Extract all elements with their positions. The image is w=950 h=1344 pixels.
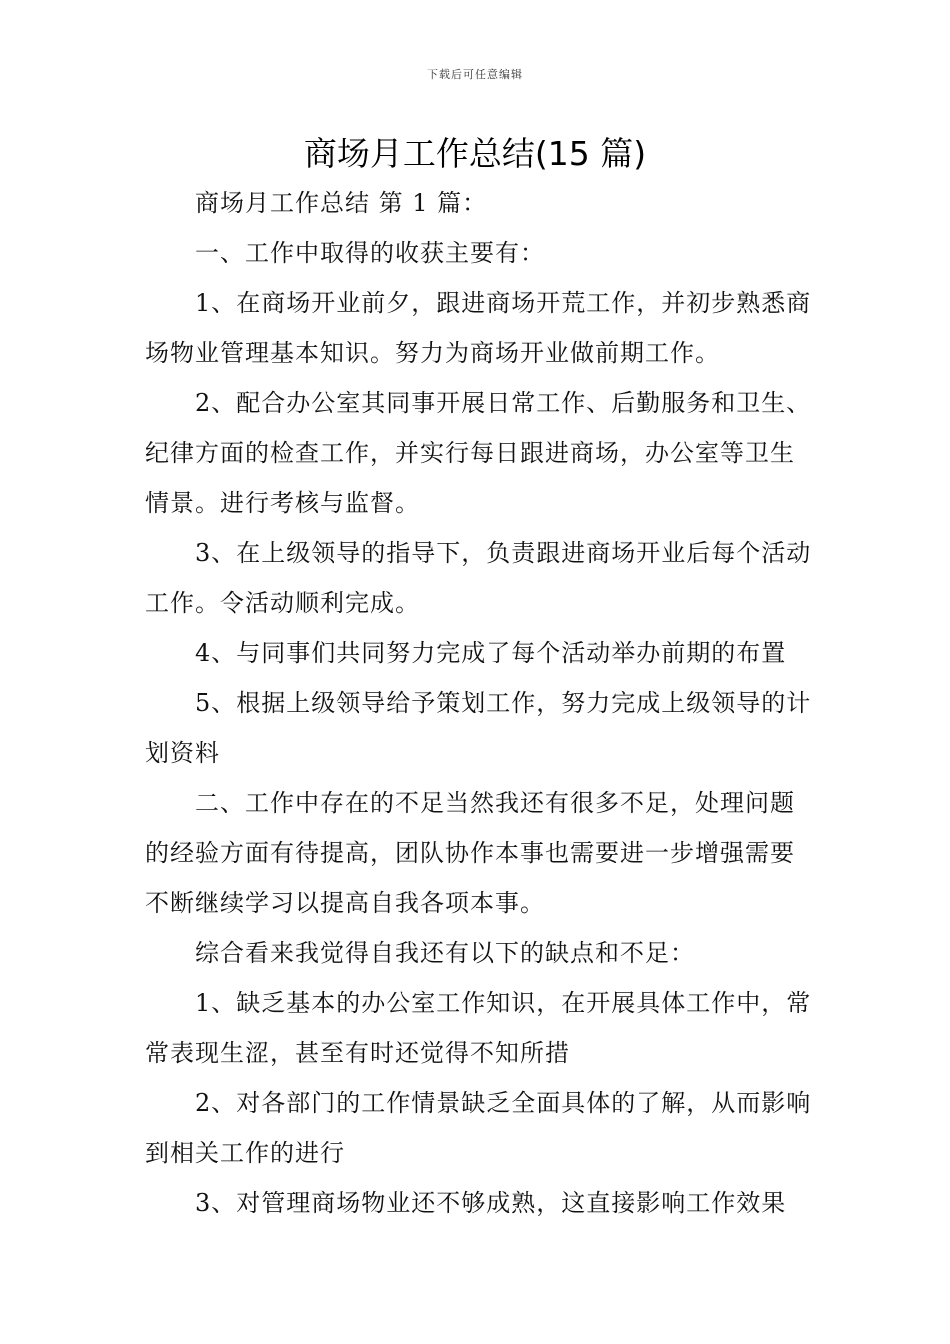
paragraph: 1、缺乏基本的办公室工作知识，在开展具体工作中，常常表现生涩，甚至有时还觉得不知所措 [145, 989, 812, 1067]
paragraph: 商场月工作总结 第 1 篇： [195, 189, 488, 217]
paragraph: 5、根据上级领导给予策划工作，努力完成上级领导的计划资料 [145, 689, 812, 767]
paragraph: 4、与同事们共同努力完成了每个活动举办前期的布置 [195, 639, 787, 667]
document-title: 商场月工作总结(15 篇) [303, 134, 647, 173]
paragraph: 综合看来我觉得自我还有以下的缺点和不足： [195, 939, 695, 967]
paragraph: 3、在上级领导的指导下，负责跟进商场开业后每个活动工作。令活动顺利完成。 [145, 539, 812, 617]
paragraph: 一、工作中取得的收获主要有： [195, 239, 545, 267]
paragraph: 3、对管理商场物业还不够成熟，这直接影响工作效果 [195, 1189, 787, 1217]
paragraph: 1、在商场开业前夕，跟进商场开荒工作，并初步熟悉商场物业管理基本知识。努力为商场开业做前期工作。 [145, 289, 812, 367]
paragraph: 二、工作中存在的不足当然我还有很多不足，处理问题的经验方面有待提高，团队协作本事也需要进一步增强需要不断继续学习以提高自我各项本事。 [145, 789, 795, 917]
document-body [145, 178, 815, 1228]
header-note: 下载后可任意编辑 [427, 68, 523, 81]
paragraph: 2、配合办公室其同事开展日常工作、后勤服务和卫生、纪律方面的检查工作，并实行每日跟进商场，办公室等卫生情景。进行考核与监督。 [145, 389, 812, 517]
paragraph: 2、对各部门的工作情景缺乏全面具体的了解，从而影响到相关工作的进行 [145, 1089, 812, 1167]
